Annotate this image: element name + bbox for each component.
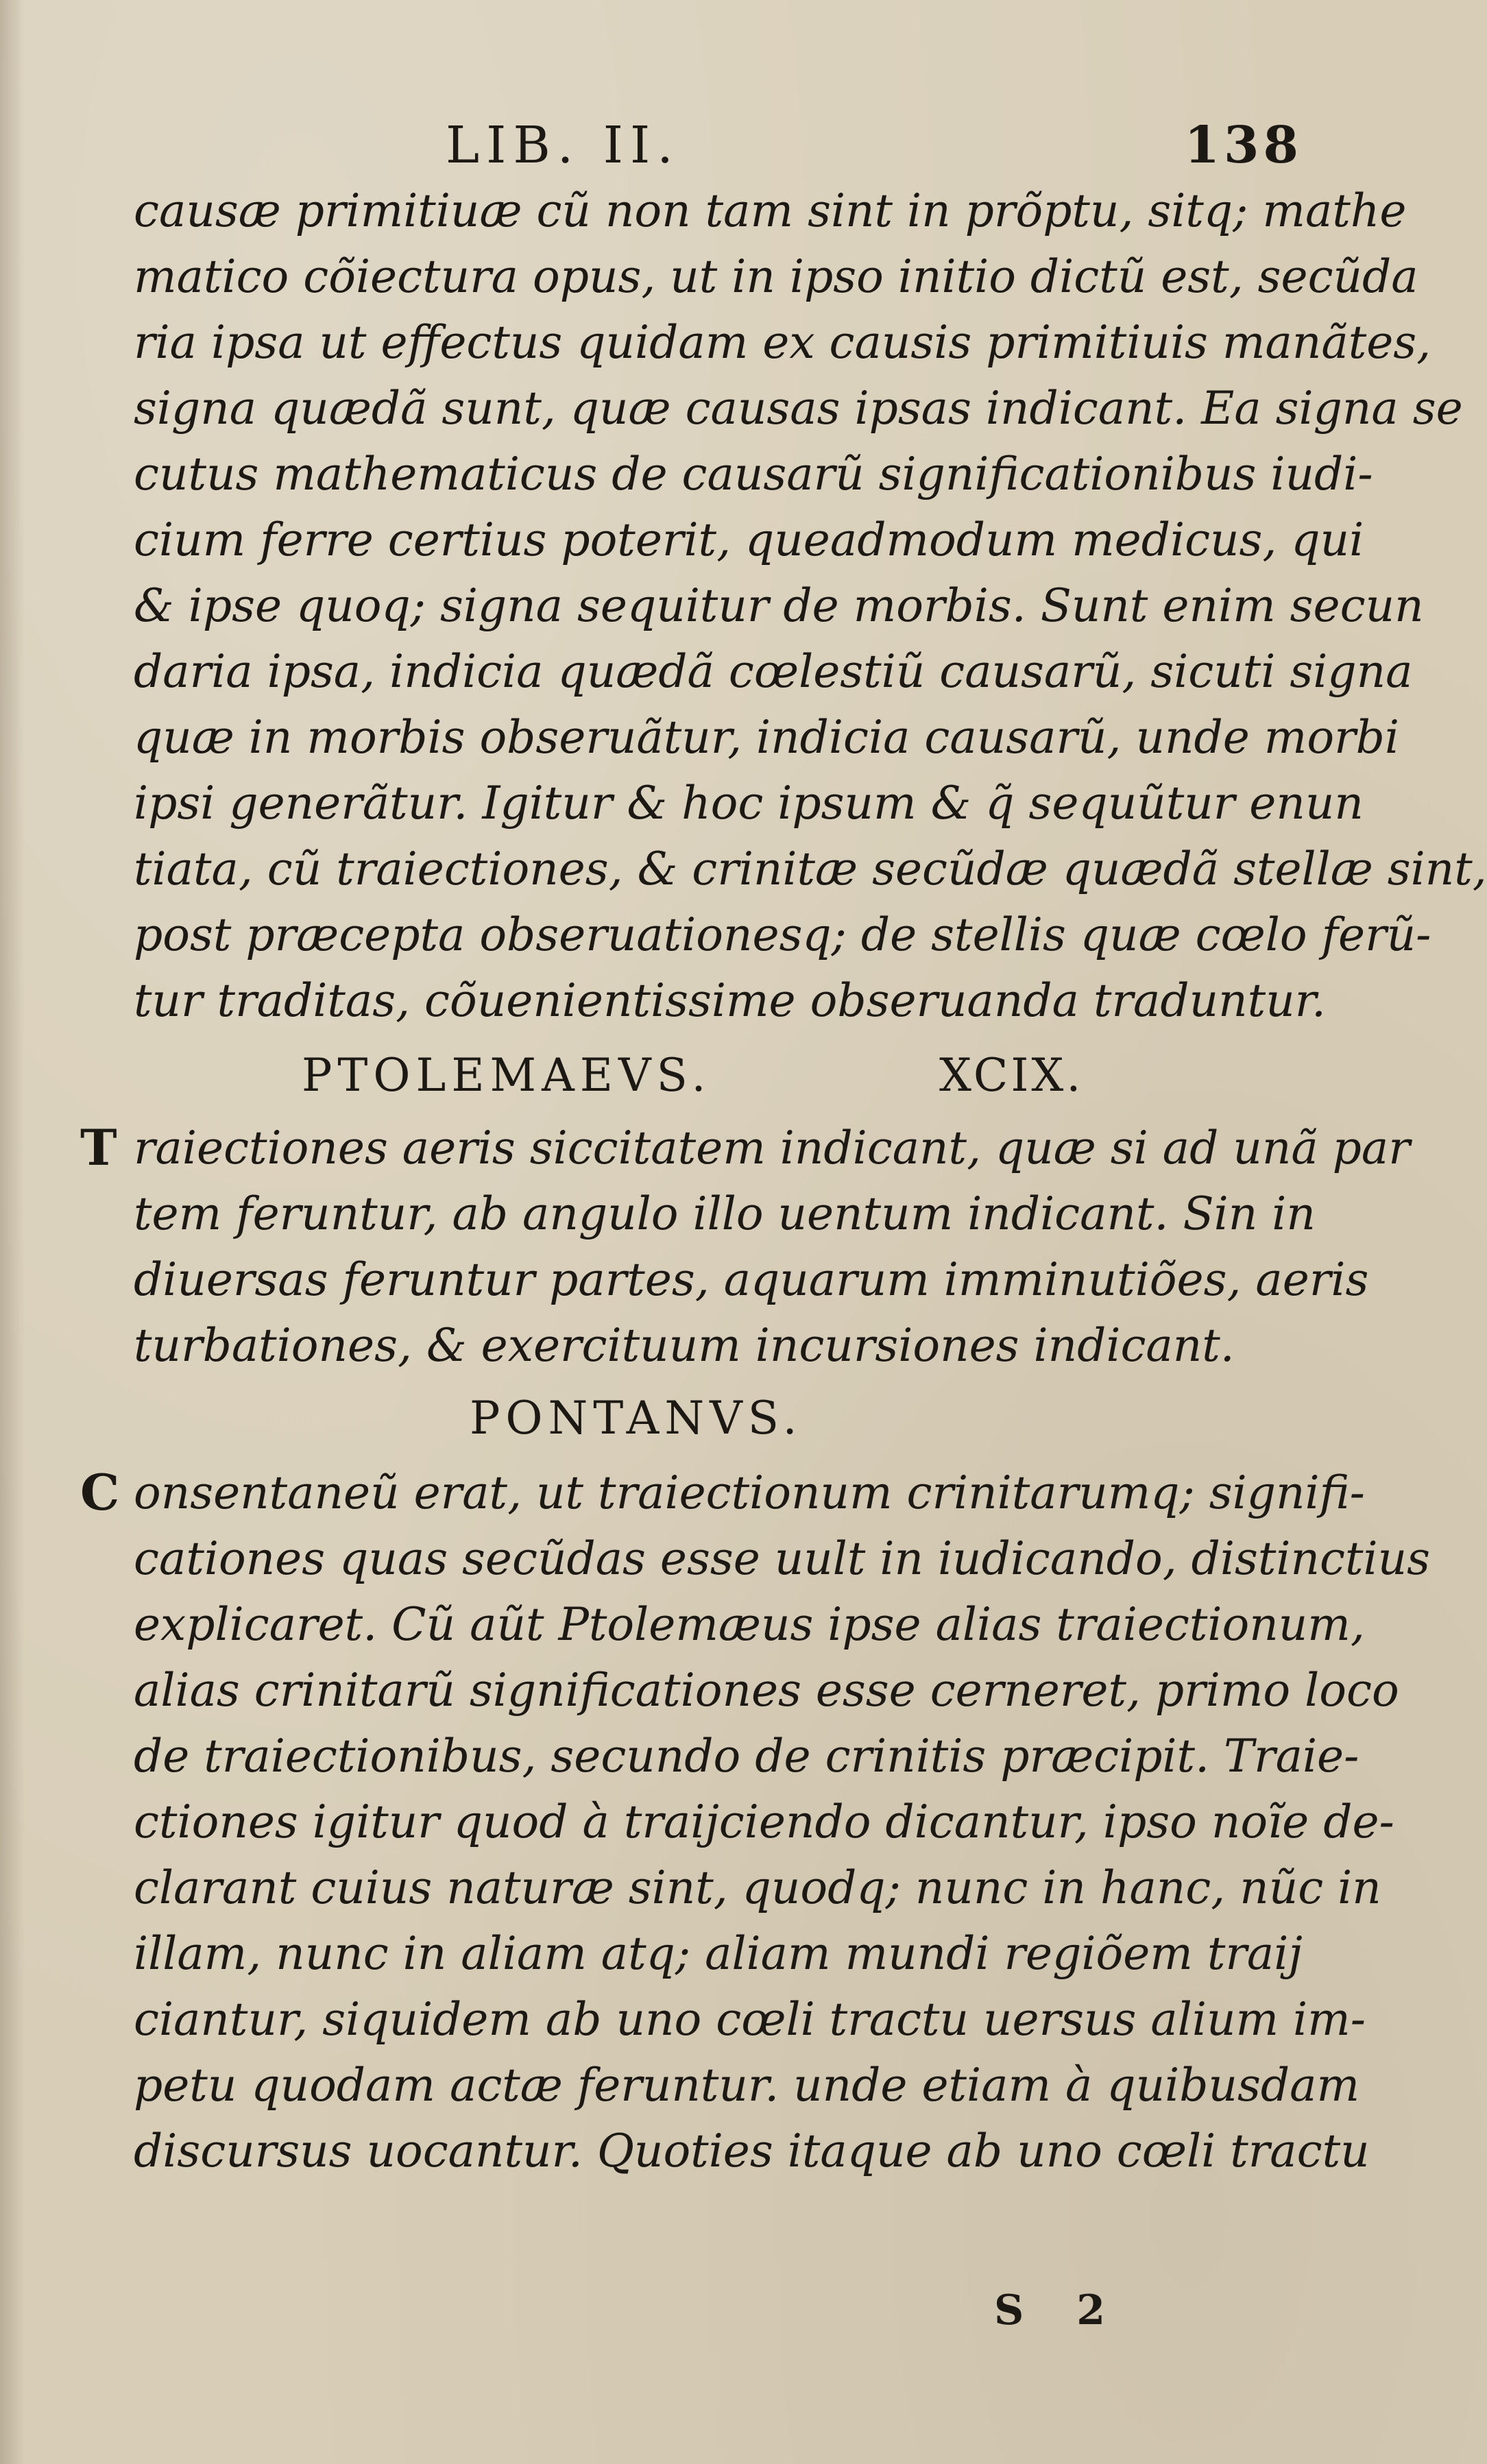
- text-line: tur traditas, cõuenientissime obseruanda traduntur.: [134, 974, 1326, 1027]
- text-line: de traiectionibus, secundo de crinitis præcipit. Traie-: [134, 1730, 1359, 1783]
- text-line: clarant cuius naturæ sint, quodq; nunc in hanc, nũc in: [134, 1861, 1381, 1914]
- text-line: turbationes, & exercituum incursiones indicant.: [134, 1319, 1235, 1372]
- text-line: causæ primitiuæ cũ non tam sint in prõptu, sitq; mathe: [134, 184, 1407, 237]
- text-line: signa quædã sunt, quæ causas ipsas indicant. Ea signa se: [134, 382, 1463, 435]
- text-line: post præcepta obseruationesq; de stellis quæ cœlo ferũ-: [134, 908, 1431, 961]
- text-line: ria ipsa ut effectus quidam ex causis primitiuis manãtes,: [134, 316, 1431, 369]
- text-line: cutus mathematicus de causarũ significationibus iudi-: [134, 448, 1373, 500]
- text-line: quæ in morbis obseruãtur, indicia causarũ, unde morbi: [134, 711, 1400, 764]
- initial-letter: T: [80, 1118, 117, 1176]
- text-line: tiata, cũ traiectiones, & crinitæ secũdæ quædã stellæ sint,: [134, 843, 1487, 895]
- text-line: alias crinitarũ significationes esse cerneret, primo loco: [134, 1664, 1399, 1717]
- text-line: illam, nunc in aliam atq; aliam mundi regiõem traij: [134, 1927, 1303, 1980]
- text-line: matico cõiectura opus, ut in ipso initio dictũ est, secũda: [134, 250, 1418, 303]
- text-line: discursus uocantur. Quoties itaque ab uno cœli tractu: [134, 2125, 1370, 2177]
- page-edge-shadow: [0, 0, 25, 2464]
- text-line: tem feruntur, ab angulo illo uentum indicant. Sin in: [134, 1187, 1316, 1240]
- text-line: diuersas feruntur partes, aquarum imminutiões, aeris: [134, 1253, 1369, 1306]
- text-line: ipsi generãtur. Igitur & hoc ipsum & q̃ sequũtur enun: [134, 777, 1364, 830]
- text-line: & ipse quoq; signa sequitur de morbis. Sunt enim secun: [134, 579, 1424, 632]
- text-line: ciantur, siquidem ab uno cœli tractu uersus alium im-: [134, 1993, 1366, 2046]
- text-line: raiectiones aeris siccitatem indicant, quæ si ad unã par: [134, 1122, 1410, 1174]
- text-line: explicaret. Cũ aũt Ptolemæus ipse alias traiectionum,: [134, 1598, 1365, 1651]
- pontanus-title: PONTANVS.: [470, 1392, 803, 1445]
- ptolemaeus-paragraph: [80, 1115, 1410, 1379]
- initial-letter: C: [80, 1463, 120, 1521]
- text-line: daria ipsa, indicia quædã cœlestiũ causarũ, sicuti signa: [134, 645, 1413, 698]
- text-line: onsentaneũ erat, ut traiectionum crinitarumq; signifi-: [134, 1466, 1365, 1519]
- ptolemaeus-heading: [113, 1049, 1303, 1111]
- text-line: petu quodam actæ feruntur. unde etiam à quibusdam: [134, 2059, 1360, 2112]
- opening-paragraph: [134, 178, 1487, 1034]
- running-head-title: LIB. II.: [446, 116, 680, 175]
- signature-mark: S 2: [994, 2286, 1124, 2334]
- text-line: cationes quas secũdas esse uult in iudicando, distinctius: [134, 1532, 1431, 1585]
- pontanus-paragraph: [80, 1460, 1431, 2184]
- book-page: [80, 106, 1487, 2355]
- folio-number: 138: [1184, 116, 1303, 175]
- text-line: cium ferre certius poterit, queadmodum medicus, qui: [134, 514, 1364, 566]
- ptolemaeus-title: PTOLEMAEVS.: [302, 1049, 712, 1102]
- section-number: XCIX.: [939, 1049, 1084, 1102]
- pontanus-heading: [113, 1392, 1303, 1453]
- text-line: ctiones igitur quod à traijciendo dicantur, ipso noĩe de-: [134, 1796, 1394, 1848]
